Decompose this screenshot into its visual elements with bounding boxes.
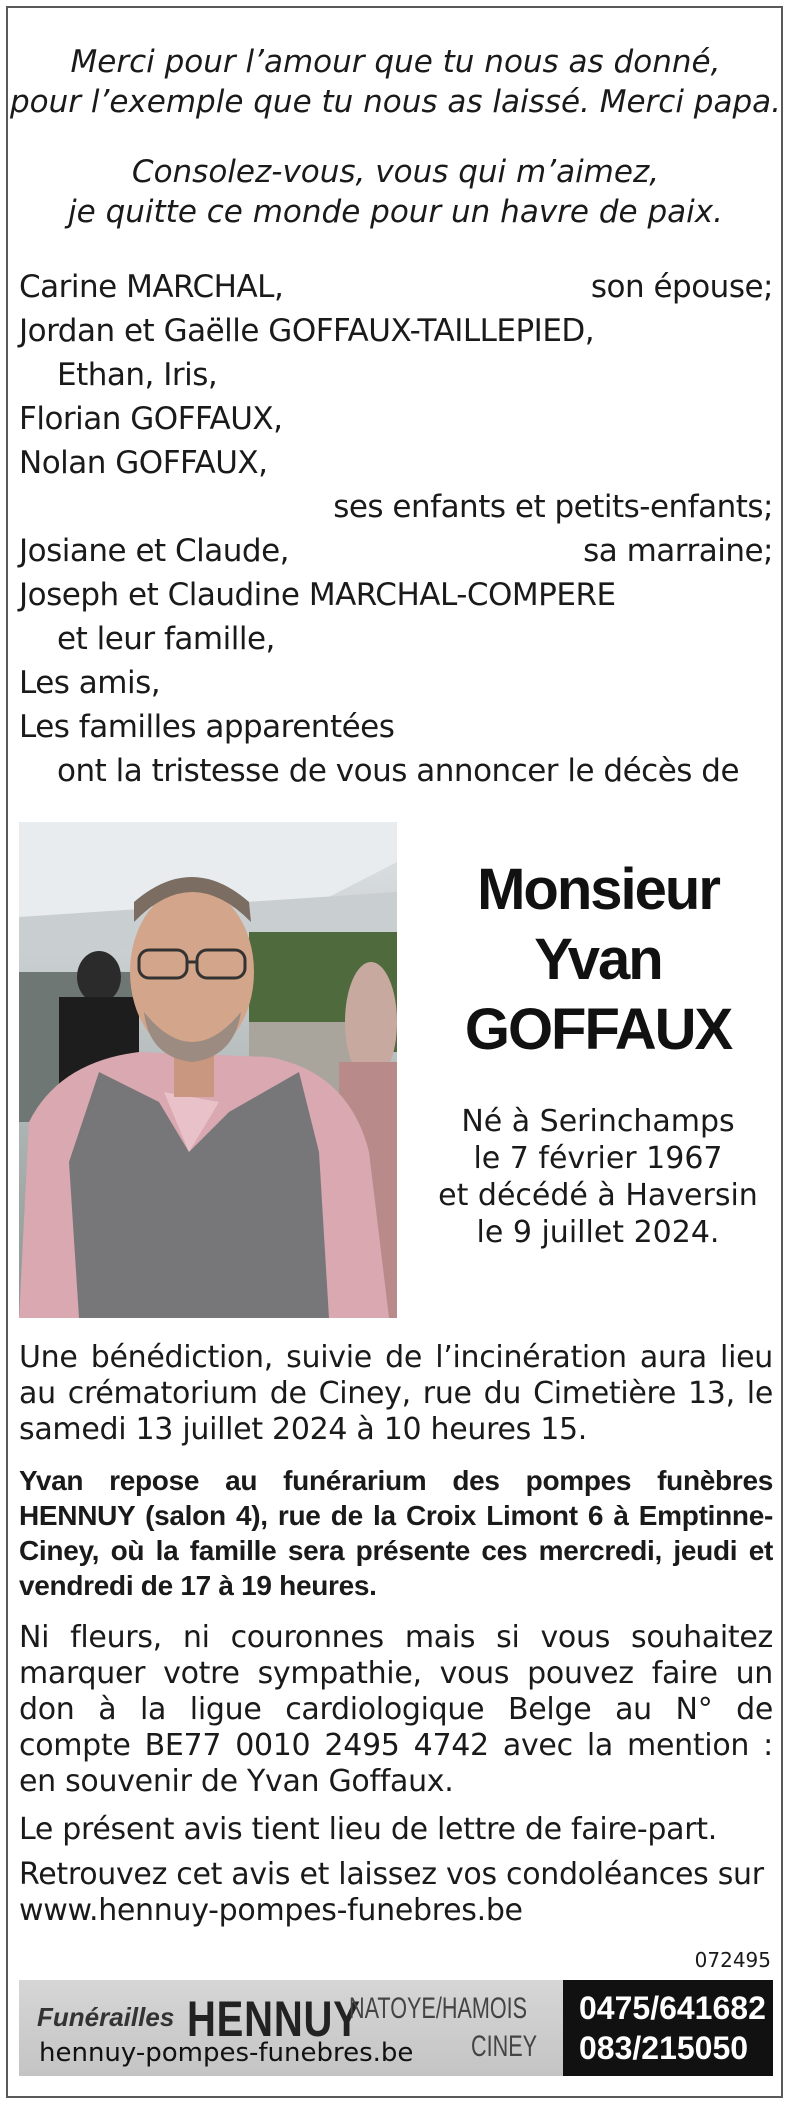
- announcement-line: [19, 749, 773, 793]
- family-row: [19, 573, 773, 617]
- family-row: [19, 529, 773, 573]
- family-row: [19, 397, 773, 441]
- banner-phones: [563, 1980, 773, 2076]
- location-secondary: CINEY: [471, 2030, 538, 2063]
- phone-landline[interactable]: 083/215050: [579, 2030, 749, 2066]
- family-member: Les amis,: [19, 665, 161, 701]
- family-row: [19, 441, 773, 485]
- family-row: [19, 309, 773, 353]
- life-dates: [420, 1103, 776, 1251]
- family-row: [19, 617, 773, 661]
- family-row: [19, 661, 773, 705]
- family-member: Jordan et Gaëlle GOFFAUX-TAILLEPIED,: [19, 313, 595, 349]
- consolation-quote: [0, 152, 791, 232]
- quote-line: pour l’exemple que tu nous as laissé. Merci papa.: [9, 84, 782, 120]
- death-place: et décédé à Haversin: [438, 1178, 758, 1213]
- announcement-text: ont la tristesse de vous annoncer le décès de: [57, 753, 740, 789]
- ceremony-paragraph: Une bénédiction, suivie de l’incinération aura lieu au crématorium de Ciney, rue du Cimetière 13, le samedi 13 juillet 2024 à 10 heures 15.: [19, 1340, 773, 1447]
- quote-line: Merci pour l’amour que tu nous as donné,: [70, 44, 721, 80]
- condolences-url[interactable]: www.hennuy-pompes-funebres.be: [19, 1893, 523, 1928]
- funerailles-label: Funérailles: [37, 2002, 175, 2032]
- brand-logo: HENNUY: [187, 1991, 361, 2047]
- condolences-text: Retrouvez cet avis et laissez vos condoléances sur: [19, 1857, 764, 1892]
- family-member: et leur famille,: [57, 621, 275, 657]
- quote-line: je quitte ce monde pour un havre de paix.: [68, 194, 723, 230]
- visitation-paragraph: Yvan repose au funérarium des pompes funèbres HENNUY (salon 4), rue de la Croix Limont 6 à Emptinne-Ciney, où la famille sera présente ces mercredi, jeudi et vendredi de 17 à 19 heures.: [19, 1465, 773, 1601]
- notice-paragraph: Le présent avis tient lieu de lettre de faire-part.: [19, 1812, 717, 1847]
- deceased-title: Monsieur: [477, 857, 719, 922]
- phone-mobile[interactable]: 0475/641682: [579, 1990, 766, 2026]
- banner-brand-area: [19, 1980, 563, 2076]
- deceased-name-block: [420, 855, 776, 1251]
- family-member: Joseph et Claudine MARCHAL-COMPERE: [19, 577, 616, 613]
- deceased-last-name: GOFFAUX: [464, 997, 732, 1062]
- family-row: [19, 485, 773, 529]
- condolences-paragraph: [19, 1857, 773, 1929]
- family-role: sa marraine;: [583, 533, 773, 569]
- family-member: Les familles apparentées: [19, 709, 395, 745]
- family-member: Nolan GOFFAUX,: [19, 445, 268, 481]
- family-row: [19, 353, 773, 397]
- family-row: [19, 705, 773, 749]
- birth-place: Né à Serinchamps: [461, 1104, 735, 1139]
- opening-quote: [0, 42, 791, 122]
- location-primary: NATOYE/HAMOIS: [349, 1992, 528, 2025]
- family-role: son épouse;: [590, 269, 773, 305]
- quote-line: Consolez-vous, vous qui m’aimez,: [131, 154, 660, 190]
- birth-date: le 7 février 1967: [473, 1141, 723, 1176]
- family-role: ses enfants et petits-enfants;: [333, 489, 773, 525]
- family-row: [19, 265, 773, 309]
- family-member: Carine MARCHAL,: [19, 269, 284, 305]
- reference-number: 072495: [694, 1948, 771, 1972]
- deceased-photo: [19, 822, 397, 1318]
- funeral-home-banner: [19, 1980, 773, 2076]
- death-date: le 9 juillet 2024.: [476, 1215, 720, 1250]
- banner-url[interactable]: hennuy-pompes-funebres.be: [39, 2038, 414, 2068]
- family-member: Josiane et Claude,: [19, 533, 290, 569]
- family-list: [19, 265, 773, 793]
- donation-paragraph: Ni fleurs, ni couronnes mais si vous souhaitez marquer votre sympathie, vous pouvez faire un don à la ligue cardiologique Belge au N° de compte BE77 0010 2495 4742 avec la mention : en souvenir de Yvan Goffaux.: [19, 1620, 773, 1799]
- family-member: Ethan, Iris,: [57, 357, 218, 393]
- family-member: Florian GOFFAUX,: [19, 401, 283, 437]
- deceased-first-name: Yvan: [534, 927, 662, 992]
